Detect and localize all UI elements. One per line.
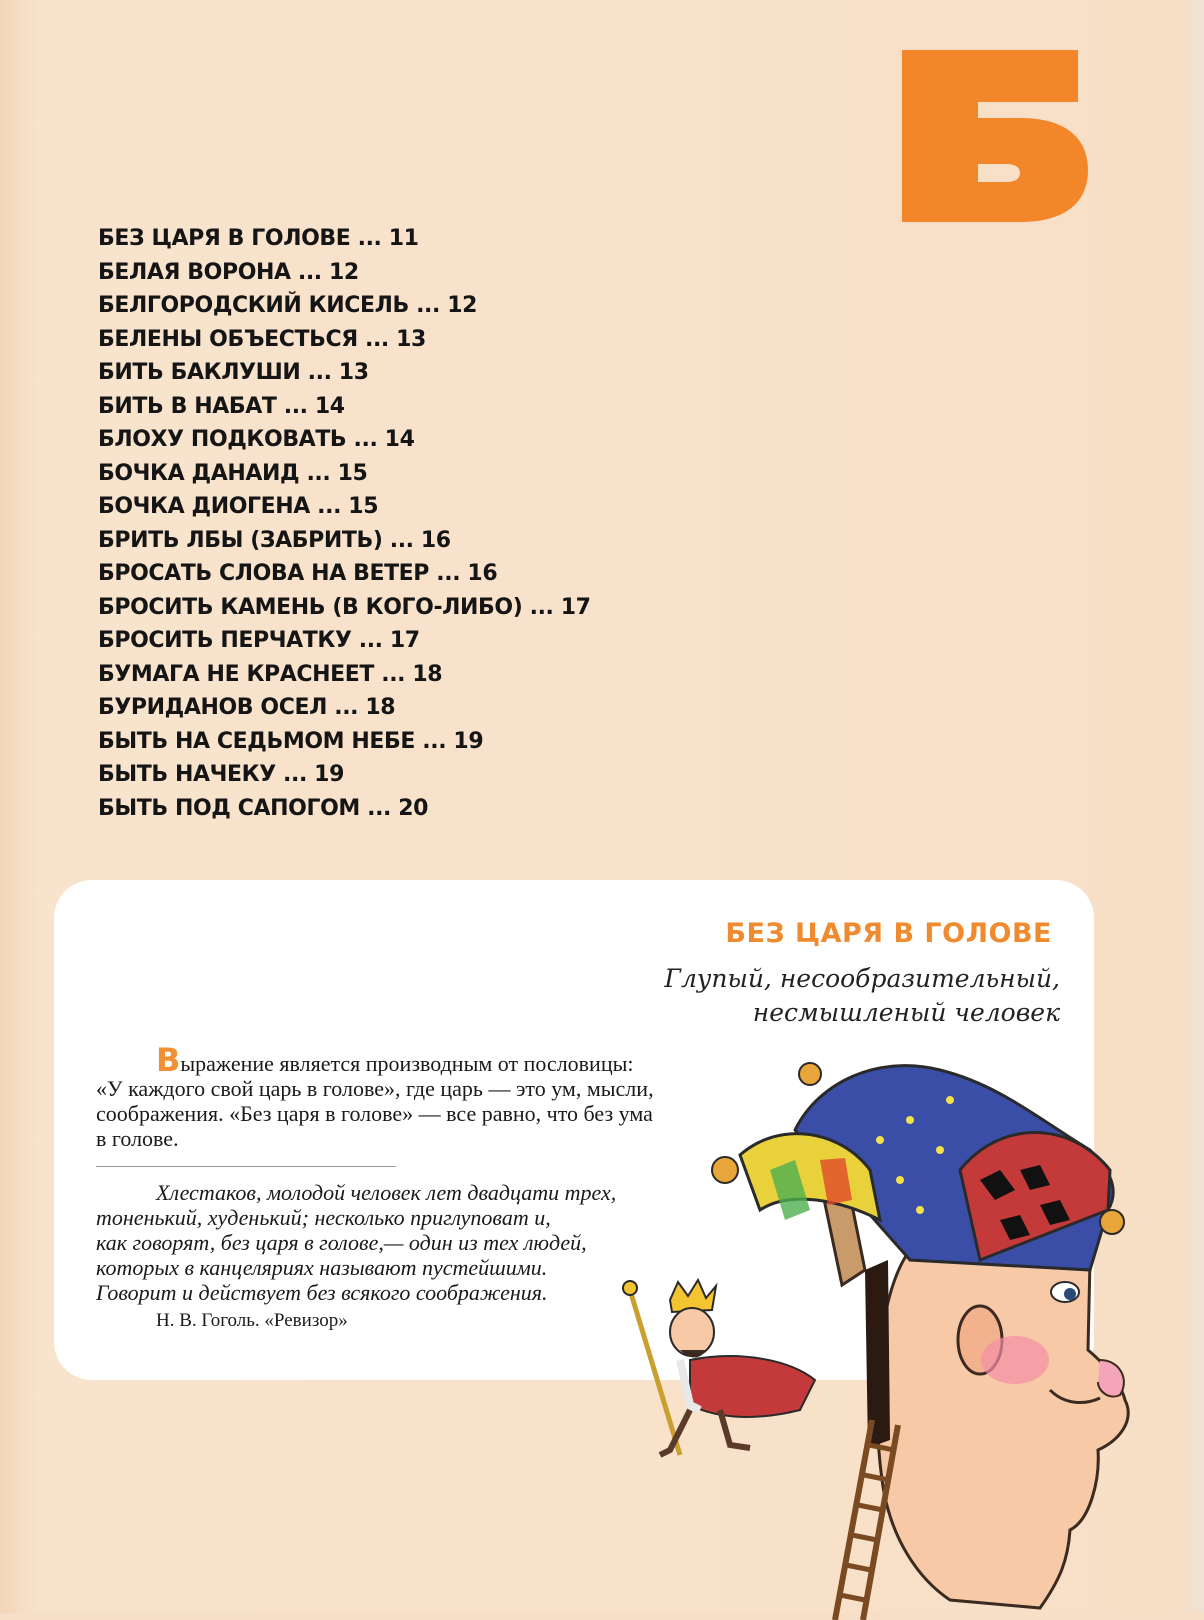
body-line: «У каждого свой царь в голове», где царь — это ум, мысли, <box>96 1076 654 1101</box>
quote-line: тоненький, худенький; несколько приглуповат и, <box>96 1205 551 1230</box>
toc-item[interactable]: БЫТЬ НА СЕДЬМОМ НЕБЕ ... 19 <box>98 728 484 754</box>
toc-item[interactable]: БИТЬ В НАБАТ ... 14 <box>98 393 345 419</box>
section-letter-icon <box>900 44 1090 224</box>
drop-cap: В <box>156 1041 181 1079</box>
toc-item[interactable]: БИТЬ БАКЛУШИ ... 13 <box>98 360 369 385</box>
table-of-contents <box>98 222 591 825</box>
body-line: в голове. <box>96 1126 179 1151</box>
toc-item[interactable]: БРОСАТЬ СЛОВА НА ВЕТЕР ... 16 <box>98 561 498 586</box>
quote-line: Хлестаков, молодой человек лет двадцати трех, <box>156 1180 617 1205</box>
toc-item[interactable]: БЕЛАЯ ВОРОНА ... 12 <box>98 259 359 285</box>
quote-line: которых в канцеляриях называют пустейшими. <box>96 1255 548 1280</box>
toc-item[interactable]: БЫТЬ НАЧЕКУ ... 19 <box>98 762 344 787</box>
toc-item[interactable]: БЫТЬ ПОД САПОГОМ ... 20 <box>98 795 429 821</box>
toc-item[interactable]: БЕЗ ЦАРЯ В ГОЛОВЕ ... 11 <box>98 226 419 251</box>
quote-line: как говорят, без царя в голове,— один из тех людей, <box>96 1230 587 1255</box>
toc-item[interactable]: БУРИДАНОВ ОСЕЛ ... 18 <box>98 695 396 720</box>
body-line: ыражение является производным от пословицы: <box>180 1051 634 1076</box>
body-line: соображения. «Без царя в голове» — все равно, что без ума <box>96 1101 653 1126</box>
toc-item[interactable]: БОЧКА ДИОГЕНА ... 15 <box>98 494 379 519</box>
toc-item[interactable]: БЛОХУ ПОДКОВАТЬ ... 14 <box>98 427 415 452</box>
definition-line: несмышленый человек <box>752 998 1060 1027</box>
quote-source: Н. В. Гоголь. «Ревизор» <box>156 1310 348 1331</box>
divider <box>96 1166 396 1167</box>
entry-title: БЕЗ ЦАРЯ В ГОЛОВЕ <box>725 918 1052 949</box>
toc-item[interactable]: БРИТЬ ЛБЫ (ЗАБРИТЬ) ... 16 <box>98 527 451 553</box>
toc-item[interactable]: БУМАГА НЕ КРАСНЕЕТ ... 18 <box>98 661 443 687</box>
quote-line: Говорит и действует без всякого соображения. <box>96 1280 548 1305</box>
toc-item[interactable]: БОЧКА ДАНАИД ... 15 <box>98 460 368 486</box>
definition-line: Глупый, несообразительный, <box>664 964 1060 993</box>
entry-definition <box>460 962 1060 1030</box>
toc-item[interactable]: БЕЛЕНЫ ОБЪЕСТЬСЯ ... 13 <box>98 326 426 352</box>
toc-item[interactable]: БРОСИТЬ КАМЕНЬ (В КОГО-ЛИБО) ... 17 <box>98 594 591 620</box>
jester-head-illustration <box>620 1060 1160 1620</box>
toc-item[interactable]: БРОСИТЬ ПЕРЧАТКУ ... 17 <box>98 628 420 653</box>
toc-item[interactable]: БЕЛГОРОДСКИЙ КИСЕЛЬ ... 12 <box>98 293 478 318</box>
